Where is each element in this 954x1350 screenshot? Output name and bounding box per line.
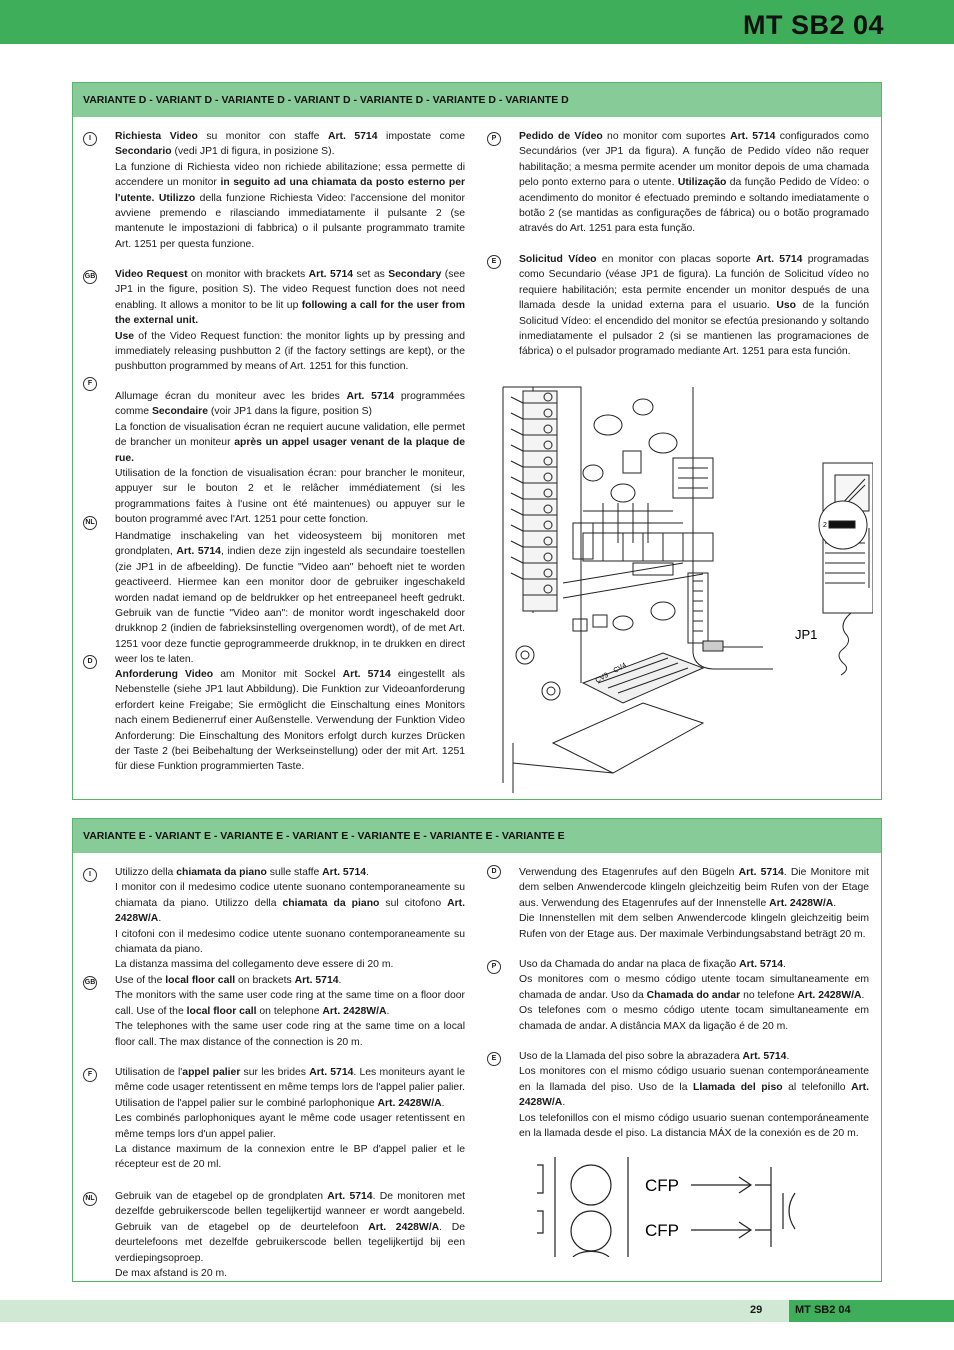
- cv4-label: CV4: [612, 661, 628, 675]
- variant-e-title: VARIANTE E - VARIANT E - VARIANTE E - VARIANT E - VARIANTE E - VARIANTE E - VARIANTE E: [73, 819, 881, 853]
- lang-badge-it: I: [83, 868, 97, 882]
- variant-d-text-de: Anforderung Video am Monitor mit Sockel Art. 5714 eingestellt als Nebenstelle (siehe JP1 laut Abbildung). Die Funktion zur Videoanforderung erfordert keine Freigabe; Sie ermöglicht die Einschaltung eines Monitors nach einem Bedienerruf einer Außenstelle. Verwendung der Funktion Video Anforderung: Die Einschaltung des Monitors erfolgt durch kurzes Drücken der Taste 2 (bei Beibehaltung der Werkseinstellung) oder der mit Art. 1251 für diese Funktion programmierten Taste.: [115, 669, 465, 773]
- monitor-button-label: 2: [823, 522, 827, 529]
- cfp-label-1: CFP: [645, 1176, 679, 1195]
- lang-badge-gb: GB: [83, 976, 97, 990]
- lang-badge-es: E: [487, 255, 501, 269]
- variant-e-section: [72, 818, 882, 1282]
- variant-d-section: [72, 82, 882, 800]
- document-title: MT SB2 04: [742, 10, 884, 40]
- lang-badge-nl: NL: [83, 1192, 97, 1206]
- jp1-label: JP1: [795, 627, 818, 642]
- lang-badge-gb: GB: [83, 270, 97, 284]
- variant-e-text-gb: Use of the local floor call on brackets Art. 5714. The monitors with the same user code ring at the same time on a floor door call. Use of the local floor call on telephone Art. 2428W/A. The telephones with the same user code ring at the same time on a local floor call. The max distance of the connection is 20 m.: [115, 975, 465, 1048]
- terminal-strip: [511, 391, 557, 611]
- cfp-label-2: CFP: [645, 1221, 679, 1240]
- variant-e-text-es: Uso de la Llamada del piso sobre la abrazadera Art. 5714. Los monitores con el mismo código usuario suenan contemporáneamente en la llamada del piso. Uso de la Llamada del piso al telefonillo Art. 2428W/A. Los telefonillos con el mismo código usuario suenan contemporáneamente en la llamada desde el piso. La distancia MÁX de la conexión es de 20 m.: [519, 1051, 869, 1140]
- variant-d-text-pt: Pedido de Vídeo no monitor com suportes Art. 5714 configurados como Secundários (ver JP1 da figura). A função de Pedido vídeo não requer habilitação; a mesma permite acender um monitor depois de uma chamada pelo ponto externo para o utente. Utilização da função Pedido de Vídeo: o acendimento do monitor é efectuado premindo e soltando imediatamente o botão 2 (se mantidas as configurações de fábrica) ou o botão programado através do Art. 1251 para esta função.: [519, 131, 869, 235]
- lang-badge-fr: F: [83, 1068, 97, 1082]
- lang-badge-pt: P: [487, 132, 501, 146]
- variant-d-text-fr: Allumage écran du moniteur avec les brides Art. 5714 programmées comme Secondaire (voir JP1 dans la figure, position S) La fonction de visualisation écran ne requiert aucune validation, elle permet de brancher un moniteur après un appel usager venant de la plaque de rue. Utilisation de la fonction de visualisation écran: pour brancher le moniteur, appuyer sur le bouton 2 et le relâcher immédiatement (si les programmations faites à l'usine ont été maintenues) ou appuyer sur le bouton programmé avec l'Art. 1251 pour cette fonction.: [115, 391, 465, 526]
- variant-e-text-pt: Uso da Chamada do andar na placa de fixação Art. 5714. Os monitores com o mesmo código utente tocam simultaneamente em chamada de andar. Uso da Chamada do andar no telefone Art. 2428W/A. Os telefones com o mesmo código utente tocam simultaneamente em chamada de andar. A distância MAX da ligação é de 20 m.: [519, 959, 869, 1032]
- lang-badge-de: D: [83, 655, 97, 669]
- jp1-jumper: [703, 641, 763, 651]
- footer-label: MT SB2 04: [795, 1304, 851, 1316]
- variant-e-text-fr: Utilisation de l'appel palier sur les brides Art. 5714. Les moniteurs ayant le même code usager retentissent en même temps lors de l'appel palier palier. Utilisation de l'appel palier sur le combiné parlophonique Art. 2428W/A. Les combinés parlophoniques ayant le même code usager retentissent en même temps lors d'un appel palier. La distance maximum de la connexion entre le BP d'appel palier et le récepteur est de 20 ml.: [115, 1067, 465, 1171]
- cfp-wiring-figure: [533, 1157, 833, 1257]
- lang-badge-nl: NL: [83, 516, 97, 530]
- jp1-bracket-figure: [473, 383, 873, 793]
- page-number: 29: [750, 1304, 763, 1316]
- lang-badge-es: E: [487, 1052, 501, 1066]
- bottom-connector: [513, 653, 703, 793]
- variant-e-text-de: Verwendung des Etagenrufes auf den Bügeln Art. 5714. Die Monitore mit dem selben Anwendercode klingeln gleichzeitig beim Rufen von der Etage aus. Verwendung des Etagenrufes auf der Innenstelle Art. 2428W/A. Die Innenstellen mit dem selben Anwendercode klingeln gleichzeitig beim Rufen von der Etage aus. Der maximale Verbindungsabstand beträgt 20 m.: [519, 867, 869, 940]
- variant-d-title: VARIANTE D - VARIANT D - VARIANTE D - VARIANT D - VARIANTE D - VARIANTE D - VARIANTE D: [73, 83, 881, 117]
- cv-connectors: [573, 615, 607, 631]
- cv3-label: CV3: [594, 671, 610, 685]
- lang-badge-it: I: [83, 132, 97, 146]
- variant-d-text-gb: Video Request on monitor with brackets Art. 5714 set as Secondary (see JP1 in the figure, position S). The video Request function does not need enabling. It allows a monitor to be lit up following a call for the user from the external unit. Use of the Video Request function: the monitor lights up by pressing and immediately releasing pushbutton 2 (if the factory settings are kept), or the pushbutton programmed by means of Art. 1251 for this function.: [115, 269, 466, 373]
- monitor-drawing: [819, 463, 873, 675]
- variant-d-text-nl: Handmatige inschakeling van het videosysteem bij monitoren met grondplaten, Art. 5714, indien deze zijn ingesteld als secundaire toestellen (zie JP1 in de afbeelding). De functie "Video aan" behoeft niet te worden geactiveerd. Hiermee kan een monitor door de gebruiker ingeschakeld worden nadat iemand op de beldrukker op het entreepaneel heeft gedrukt. Gebruik van de functie "Video aan": de monitor wordt ingeschakeld door drukknop 2 (indien de fabrieksinstelling overgenomen wordt), of de met Art. 1251 voor deze functie geprogrammeerde drukknop, in te drukken en direct weer los te laten.: [115, 531, 465, 666]
- variant-d-text-it: Richiesta Video su monitor con staffe Art. 5714 impostate come Secondario (vedi JP1 di figura, in posizione S). La funzione di Richiesta video non richiede abilitazione; essa permette di accendere un monitor in seguito ad una chiamata da posto esterno per l'utente. Utilizzo della funzione Richiesta Video: l'accensione del monitor avviene premendo e rilasciando immediatamente il pulsante 2 (se mantenute le impostazioni di fabbrica) o il pulsante programmato tramite Art. 1251 per questa funzione.: [115, 131, 466, 250]
- lang-badge-pt: P: [487, 960, 501, 974]
- variant-e-text-it: Utilizzo della chiamata da piano sulle staffe Art. 5714. I monitor con il medesimo codice utente suonano contemporaneamente su chiamata da piano. Utilizzo della chiamata da piano sul citofono Art. 2428W/A. I citofoni con il medesimo codice utente suonano contemporaneamente su chiamata da piano. La distanza massima del collegamento deve essere di 20 m.: [115, 867, 466, 971]
- lang-badge-fr: F: [83, 377, 97, 391]
- variant-e-text-nl: Gebruik van de etagebel op de grondplaten Art. 5714. De monitoren met dezelfde gebruikerscode bellen tegelijkertijd wanneer er wordt aangebeld. Gebruik van de etagebel op de deurtelefoon Art. 2428W/A. De deurtelefoons met dezelfde gebruikerscode bellen tegelijkertijd bij een verdiepingsoproep. De max afstand is 20 m.: [115, 1191, 465, 1280]
- lang-badge-de: D: [487, 865, 501, 879]
- circuit-components: [563, 399, 713, 643]
- variant-d-text-es: Solicitud Vídeo en monitor con placas soporte Art. 5714 programadas como Secundario (véase JP1 de figura). La función de Solicitud vídeo no requiere habilitación; esta permite encender un monitor después de una llamada desde la unidad externa para el usuario. Uso de la función Solicitud Vídeo: el encendido del monitor se efectúa presionando y soltando inmediatamente el pulsador 2 (si se mantienen las programaciones de fábrica) o el pulsador programado mediante Art. 1251 para esta función.: [519, 254, 869, 358]
